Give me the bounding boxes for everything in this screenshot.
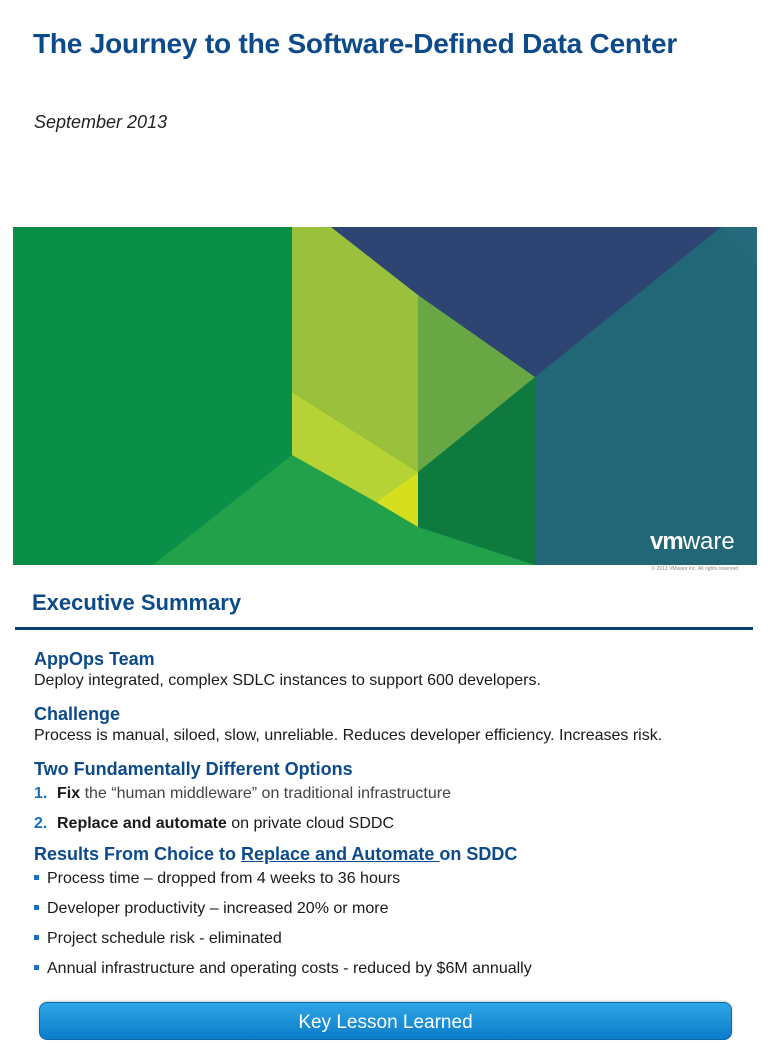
option-text: on private cloud SDDC <box>226 815 395 832</box>
option-bold: Fix <box>57 785 81 802</box>
option-bold: Replace and automate <box>57 815 227 832</box>
list-item: Annual infrastructure and operating costs - reduced by $6M annually <box>34 958 754 979</box>
bullet-icon <box>34 905 39 910</box>
section-divider <box>15 627 753 630</box>
bullet-icon <box>34 965 39 970</box>
results-link[interactable]: Replace and Automate <box>241 844 440 864</box>
results-heading: Results From Choice to Replace and Automate on SDDC <box>34 844 518 864</box>
options-list <box>34 783 754 834</box>
vmware-logo: vmware <box>650 528 735 555</box>
summary-content <box>34 648 754 988</box>
document-title: The Journey to the Software-Defined Data Center <box>33 28 678 59</box>
list-item: Process time – dropped from 4 weeks to 36 hours <box>34 868 754 889</box>
list-number: 2. <box>34 815 48 832</box>
results-list <box>34 868 754 979</box>
challenge-text: Process is manual, siloed, slow, unreliable. Reduces developer efficiency. Increases risk. <box>34 727 663 744</box>
appops-heading: AppOps Team <box>34 649 155 669</box>
copyright-notice: © 2013 VMware Inc. All rights reserved <box>651 566 738 572</box>
appops-text: Deploy integrated, complex SDLC instances to support 600 developers. <box>34 672 541 689</box>
list-item: Developer productivity – increased 20% or more <box>34 898 754 919</box>
list-item <box>34 813 754 834</box>
bullet-icon <box>34 875 39 880</box>
challenge-heading: Challenge <box>34 704 121 724</box>
document-date: September 2013 <box>34 112 168 132</box>
list-number: 1. <box>34 785 48 802</box>
section-title: Executive Summary <box>32 590 242 615</box>
key-lesson-button[interactable]: Key Lesson Learned <box>39 1002 732 1040</box>
options-heading: Two Fundamentally Different Options <box>34 759 353 779</box>
cover-banner <box>13 227 757 565</box>
list-item: Project schedule risk - eliminated <box>34 928 754 949</box>
option-text: the “human middleware” on traditional infrastructure <box>80 785 451 802</box>
bullet-icon <box>34 935 39 940</box>
list-item <box>34 783 754 804</box>
